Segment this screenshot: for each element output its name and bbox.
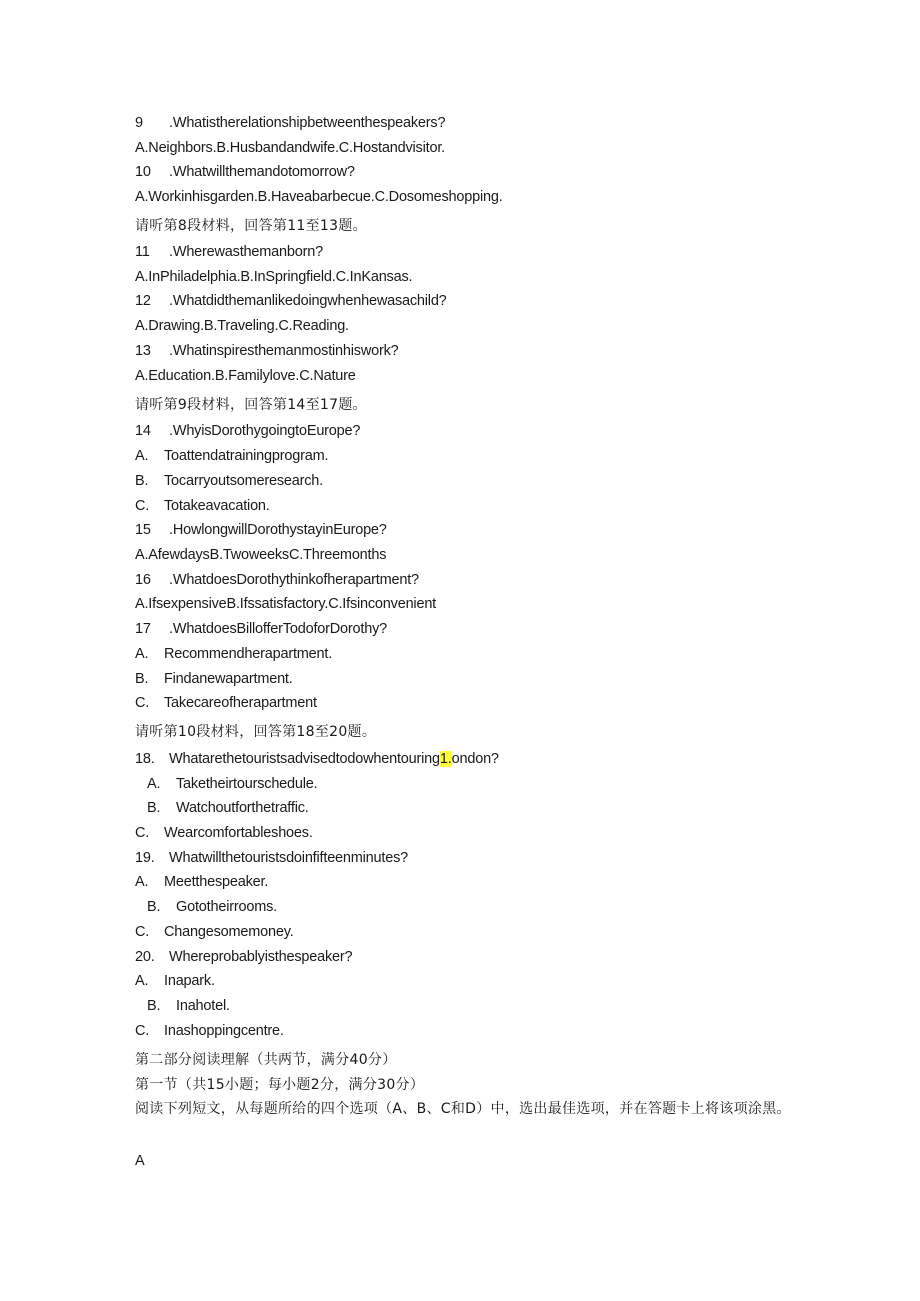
passage-label: A <box>135 1153 145 1169</box>
option-letter: B. <box>147 998 161 1014</box>
option-text: Gotothеirrooms. <box>176 899 277 915</box>
option-letter: B. <box>135 473 149 489</box>
option-text: Toattendatrainingprogram. <box>164 448 329 464</box>
option-text: Tocarryoutsomeresearch. <box>164 473 323 489</box>
question-20 <box>135 948 352 966</box>
options-12: A.Drawing.B.Traveling.C.Reading. <box>135 318 349 334</box>
option-14-b <box>135 472 323 490</box>
option-letter: B. <box>147 800 161 816</box>
options-16: A.IfsexpensiveB.Ifssatisfactory.C.Ifsinconvenient <box>135 596 437 612</box>
option-text: Takecareofherapartment <box>164 695 317 711</box>
option-20-b <box>147 997 230 1015</box>
option-text: Wearcomfortableshoes. <box>164 825 313 841</box>
section-one-heading: 第一节（共15小题；每小题2分，满分30分） <box>135 1077 425 1093</box>
question-16 <box>135 571 419 589</box>
question-11 <box>135 243 323 261</box>
question-text: .WhatdoesDorothythinkofherapartment? <box>169 572 419 588</box>
question-text: .Whatinspiresthemanmostinhiswork? <box>169 343 399 359</box>
option-letter: C. <box>135 924 150 940</box>
question-12 <box>135 292 447 310</box>
options-9: A.Neighbors.B.Husbandandwife.C.Hostandvisitor. <box>135 140 445 156</box>
question-18 <box>135 750 499 768</box>
question-10 <box>135 163 355 181</box>
question-number: 12 <box>135 293 151 309</box>
question-text: .WhyisDorothygoingtoEurope? <box>169 423 361 439</box>
option-17-c <box>135 694 317 712</box>
option-18-a <box>147 775 318 793</box>
reading-instructions: 阅读下列短文，从每题所给的四个选项（A、B、C和D）中，选出最佳选项，并在答题卡上将该项涂黑。 <box>135 1101 791 1117</box>
option-letter: C. <box>135 825 150 841</box>
option-text: Recommendherapartment. <box>164 646 333 662</box>
option-text: Changesomemoney. <box>164 924 294 940</box>
option-text: Watchoutforthetraffic. <box>176 800 309 816</box>
question-text: Whereprobablyisthespeaker? <box>169 949 353 965</box>
option-text: Inahotel. <box>176 998 230 1014</box>
option-19-b <box>147 898 277 916</box>
question-text: Whatwillthetouristsdoinfifteenminutes? <box>169 850 409 866</box>
option-text: Inashoppingcentre. <box>164 1023 284 1039</box>
option-14-a <box>135 447 328 465</box>
question-number: 17 <box>135 621 151 637</box>
section-instruction-10: 请听第10段材料，回答第18至20题。 <box>135 724 377 740</box>
option-letter: A. <box>135 646 149 662</box>
question-number: 13 <box>135 343 151 359</box>
option-18-b <box>147 799 309 817</box>
option-letter: B. <box>147 899 161 915</box>
question-number: 19. <box>135 850 155 866</box>
question-17 <box>135 620 387 638</box>
option-20-a <box>135 972 215 990</box>
question-13 <box>135 342 399 360</box>
question-text: .HowlongwillDorothystayinEurope? <box>169 522 387 538</box>
option-17-b <box>135 670 293 688</box>
option-text: Findanewapartment. <box>164 671 293 687</box>
option-text: Totakeavacation. <box>164 498 270 514</box>
question-number: 9 <box>135 115 143 131</box>
option-19-c <box>135 923 294 941</box>
option-14-c <box>135 497 270 515</box>
highlighted-text: 1. <box>439 751 452 767</box>
question-text: .Wherewasthemanborn? <box>169 244 323 260</box>
question-text: .WhatdoesBillofferTodoforDorothy? <box>169 621 388 637</box>
question-text: .Whatdidthemanlikedoingwhenhewasachild? <box>169 293 447 309</box>
option-20-c <box>135 1022 284 1040</box>
section-instruction-8: 请听第8段材料，回答第11至13题。 <box>135 218 367 234</box>
option-letter: A. <box>135 973 149 989</box>
section-instruction-9: 请听第9段材料，回答第14至17题。 <box>135 397 367 413</box>
option-18-c <box>135 824 313 842</box>
question-number: 20. <box>135 949 155 965</box>
option-text: Inapark. <box>164 973 215 989</box>
option-letter: A. <box>135 874 149 890</box>
question-number: 15 <box>135 522 151 538</box>
option-text: Meetthespeaker. <box>164 874 269 890</box>
question-9 <box>135 114 445 132</box>
options-15: A.AfewdaysB.TwoweeksC.Threemonths <box>135 547 387 563</box>
options-13: A.Education.B.Familylove.C.Nature <box>135 368 356 384</box>
question-15 <box>135 521 387 539</box>
option-letter: A. <box>135 448 149 464</box>
question-text: Whatarethetouristsadvisedtodowhentouring <box>169 751 440 767</box>
question-text-end: ondon? <box>451 751 499 767</box>
question-number: 11 <box>135 244 150 260</box>
question-text: .Whatistherelationshipbetweenthespeakers? <box>169 115 446 131</box>
option-letter: C. <box>135 498 150 514</box>
option-text: Taketheirtourschedule. <box>176 776 318 792</box>
question-number: 14 <box>135 423 151 439</box>
question-number: 18. <box>135 751 155 767</box>
options-11: A.InPhiladelphia.B.InSpringfield.C.InKansas. <box>135 269 413 285</box>
question-19 <box>135 849 408 867</box>
option-letter: B. <box>135 671 149 687</box>
question-14 <box>135 422 360 440</box>
options-10: A.Workinhisgarden.B.Haveabarbecue.C.Dosomeshopping. <box>135 189 503 205</box>
option-17-a <box>135 645 332 663</box>
option-letter: C. <box>135 695 150 711</box>
question-number: 10 <box>135 164 151 180</box>
question-text: .Whatwillthemandotomorrow? <box>169 164 355 180</box>
part-two-heading: 第二部分阅读理解（共两节，满分40分） <box>135 1052 397 1068</box>
option-letter: A. <box>147 776 161 792</box>
option-letter: C. <box>135 1023 150 1039</box>
option-19-a <box>135 873 268 891</box>
question-number: 16 <box>135 572 151 588</box>
